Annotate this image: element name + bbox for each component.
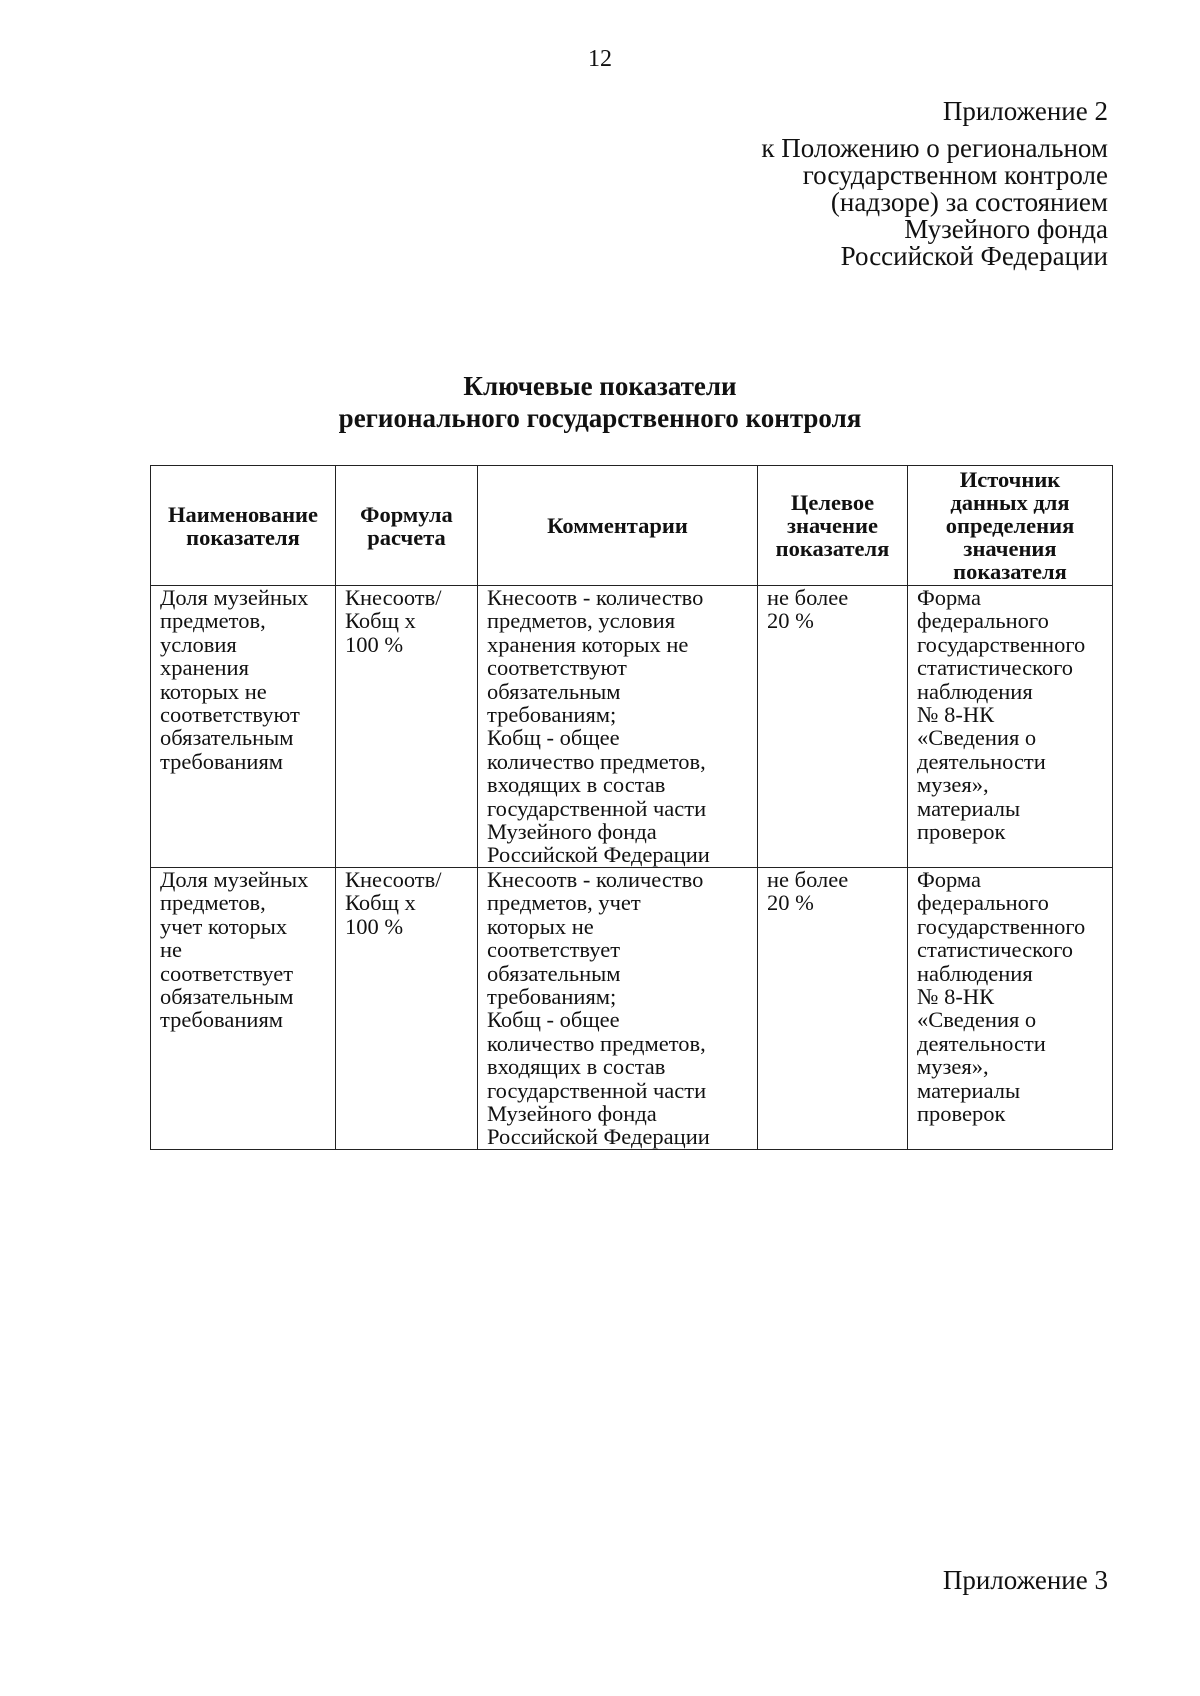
cell-line: обязательным <box>487 678 621 704</box>
header-data-source <box>908 466 1113 586</box>
cell-line: проверок <box>917 1100 1006 1126</box>
cell-line: не <box>160 937 183 963</box>
cell-line: Комментарии <box>547 513 688 538</box>
cell-line: которых не <box>160 678 267 704</box>
cell-line: условия <box>160 631 237 657</box>
cell-line: 20 % <box>767 890 814 916</box>
cell-line: государственного <box>917 631 1086 657</box>
cell-line: 100 % <box>345 913 404 939</box>
cell-line: значение <box>787 513 878 538</box>
cell-line: обязательным <box>160 725 294 751</box>
cell-line: расчета <box>367 524 446 550</box>
cell-line: Форма <box>917 866 982 892</box>
document-title-line: регионального государственного контроля <box>338 403 862 433</box>
appendix-title: Приложение 2 <box>942 96 1108 126</box>
cell-line: федерального <box>917 608 1049 634</box>
cell-line: количество предметов, <box>487 1030 706 1056</box>
cell-line: показателя <box>775 536 890 561</box>
cell-line: федерального <box>917 890 1049 916</box>
cell-line: хранения <box>160 655 249 681</box>
cell-line: показателя <box>953 559 1067 584</box>
cell-line: материалы <box>917 795 1021 821</box>
cell-line: показателя <box>186 524 300 550</box>
cell-line: государственной части <box>487 1077 707 1103</box>
cell-line: входящих в состав <box>487 772 666 798</box>
indicators-table <box>150 465 1113 1150</box>
cell-line: учет которых <box>160 913 288 939</box>
cell-line: наблюдения <box>917 960 1033 986</box>
cell-line: 20 % <box>767 608 814 634</box>
cell-line: государственной части <box>487 795 707 821</box>
header-indicator-name <box>151 466 336 586</box>
table-header-row <box>151 466 1113 586</box>
cell-line: соответствует <box>160 960 294 986</box>
cell-line: Кнесоотв/ <box>345 866 442 892</box>
cell-data-source <box>908 867 1113 1149</box>
cell-line: Кобщ - общее <box>487 725 620 751</box>
cell-line: статистического <box>917 937 1074 963</box>
cell-indicator-name <box>151 586 336 868</box>
cell-line: «Сведения о <box>917 725 1037 751</box>
document-title <box>0 370 1200 434</box>
header-comments <box>478 466 758 586</box>
cell-line: № 8-НК <box>917 983 995 1009</box>
header-target-value <box>758 466 908 586</box>
cell-line: соответствуют <box>487 655 627 681</box>
cell-line: Форма <box>917 585 982 610</box>
cell-line: Доля музейных <box>160 866 309 892</box>
cell-line: Кнесоотв - количество <box>487 866 704 892</box>
appendix-line: Музейного фонда <box>904 214 1108 244</box>
cell-line: материалы <box>917 1077 1021 1103</box>
cell-line: требованиям; <box>487 983 617 1009</box>
cell-formula <box>336 586 478 868</box>
cell-data-source <box>908 586 1113 868</box>
cell-line: 100 % <box>345 631 404 657</box>
cell-line: Российской Федерации <box>487 1124 710 1150</box>
cell-line: Источник <box>959 467 1061 492</box>
cell-line: предметов, <box>160 608 266 634</box>
cell-line: Кобщ х <box>345 608 416 634</box>
header-formula <box>336 466 478 586</box>
cell-line: Российской Федерации <box>487 842 710 868</box>
cell-line: № 8-НК <box>917 702 995 728</box>
cell-line: музея», <box>917 1054 989 1080</box>
cell-line: обязательным <box>160 983 294 1009</box>
cell-line: Формула <box>360 501 453 527</box>
cell-line: деятельности <box>917 1030 1046 1056</box>
cell-line: деятельности <box>917 748 1046 774</box>
next-appendix-label: Приложение 3 <box>942 1565 1108 1595</box>
cell-line: Доля музейных <box>160 585 309 610</box>
cell-comments <box>478 867 758 1149</box>
cell-line: Целевое <box>790 490 875 515</box>
table-row <box>151 867 1113 1149</box>
cell-line: Кнесоотв/ <box>345 585 442 610</box>
cell-line: музея», <box>917 772 989 798</box>
cell-line: Музейного фонда <box>487 1100 657 1126</box>
cell-indicator-name <box>151 867 336 1149</box>
cell-line: не более <box>767 866 849 892</box>
cell-line: «Сведения о <box>917 1007 1037 1033</box>
cell-line: значения <box>963 536 1057 561</box>
table-body <box>151 586 1113 1150</box>
cell-line: хранения которых не <box>487 631 689 657</box>
cell-line: статистического <box>917 655 1074 681</box>
cell-line: не более <box>767 585 849 610</box>
cell-line: требованиям; <box>487 702 617 728</box>
appendix-header <box>688 98 1108 270</box>
appendix-line: Российской Федерации <box>840 241 1108 271</box>
appendix-line: к Положению о региональном <box>761 133 1108 163</box>
cell-comments <box>478 586 758 868</box>
cell-line: количество предметов, <box>487 748 706 774</box>
cell-line: требованиям <box>160 748 284 774</box>
cell-line: наблюдения <box>917 678 1033 704</box>
cell-line: Наименование <box>168 501 318 527</box>
cell-line: проверок <box>917 819 1006 845</box>
cell-line: определения <box>945 513 1075 538</box>
page-number: 12 <box>588 46 612 72</box>
cell-line: соответствует <box>487 937 621 963</box>
cell-line: требованиям <box>160 1007 284 1033</box>
cell-line: входящих в состав <box>487 1054 666 1080</box>
appendix-line: государственном контроле <box>802 160 1108 190</box>
cell-formula <box>336 867 478 1149</box>
document-title-line: Ключевые показатели <box>463 371 737 401</box>
cell-line: данных для <box>950 490 1070 515</box>
cell-line: Кобщ х <box>345 890 416 916</box>
cell-line: Кнесоотв - количество <box>487 585 704 610</box>
cell-line: государственного <box>917 913 1086 939</box>
cell-line: предметов, условия <box>487 608 676 634</box>
cell-line: которых не <box>487 913 594 939</box>
appendix-line: (надзоре) за состоянием <box>830 187 1108 217</box>
table-row <box>151 586 1113 868</box>
cell-target-value <box>758 586 908 868</box>
cell-line: Музейного фонда <box>487 819 657 845</box>
cell-line: Кобщ - общее <box>487 1007 620 1033</box>
cell-line: обязательным <box>487 960 621 986</box>
cell-line: соответствуют <box>160 702 300 728</box>
cell-line: предметов, <box>160 890 266 916</box>
cell-target-value <box>758 867 908 1149</box>
cell-line: предметов, учет <box>487 890 641 916</box>
